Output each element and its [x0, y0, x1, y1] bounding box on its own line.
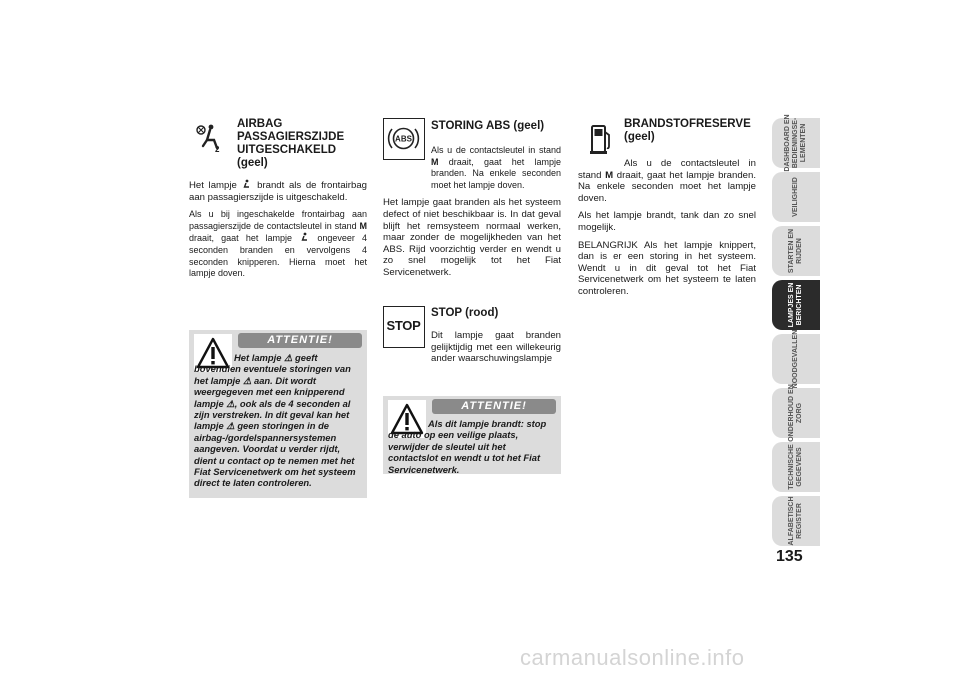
abs-text: Als u de contactsleutel in stand M draait, gaat het lampje branden. Na enkele seconden moet het lampje doven. Het lampje gaat branden als het systeem defect of niet beschikbaar is. In dat geval blijft het remsysteem normaal werken, maar zonder de mogelijkheden van het ABS. Rijd voorzichtig verder en wendt u zo snel mogelijk tot het Fiat Servicenetwerk.	[383, 145, 561, 278]
airbag-inline-icon	[241, 179, 252, 189]
stop-heading: STOP (rood)	[431, 307, 499, 319]
svg-text:2: 2	[215, 145, 220, 154]
airbag-heading: AIRBAG PASSAGIERSZIJDE UITGESCHAKELD (geel)	[237, 118, 345, 169]
tab-technische[interactable]: TECHNISCHE GEGEVENS	[772, 442, 820, 492]
tab-dashboard[interactable]: DASHBOARD EN BEDIENINGSE-LEMENTEN	[772, 118, 820, 168]
warning-title: ATTENTIE!	[238, 333, 362, 348]
stop-warning-text: Als dit lampje brandt: stop de auto op een veilige plaats, verwijder de sleutel uit het contactslot en wendt u tot het Fiat Servicenetwerk.	[388, 418, 547, 475]
warning-title: ATTENTIE!	[432, 399, 556, 414]
airbag-text: Het lampje brandt als de frontairbag aan passagierszijde is uitgeschakeld. Als u bij ingeschakelde frontairbag aan passagierszijde de contactsleutel in stand M draait, gaat het lampje ongeveer 4 seconden branden en vervolgens 4 seconden knipperen. Hierna moet het lampje doven.	[189, 180, 368, 279]
watermark: carmanualsonline.info	[520, 645, 745, 670]
fuel-pump-icon	[578, 118, 620, 160]
airbag-warning-text: Het lampje ⚠ geeft bovendien eventuele storingen van het lampje ⚠ aan. Dit wordt weergegeven met een knipperend lampje ⚠, ook als de 4 seconden al zijn verstreken. In dit geval kan het lampje ⚠ geen storingen in de airbag-/gordelspannersystemen aangeven. Voordat u verder rijdt, dient u contact op te nemen met het Fiat Servicenetwerk om het systeem direct te laten controleren.	[194, 352, 356, 489]
tab-veiligheid[interactable]: VEILIGHEID	[772, 172, 820, 222]
stop-icon: STOP	[383, 306, 425, 348]
stop-warning-box	[383, 396, 561, 474]
airbag-inline-icon	[299, 232, 310, 242]
tab-onderhoud[interactable]: ONDERHOUD EN ZORG	[772, 388, 820, 438]
tab-starten[interactable]: STARTEN EN RIJDEN	[772, 226, 820, 276]
page-number: 135	[776, 548, 803, 565]
fuel-heading: BRANDSTOFRESERVE (geel)	[624, 118, 751, 143]
tab-lampjes[interactable]: LAMPJES EN BERICHTEN	[772, 280, 820, 330]
abs-heading: STORING ABS (geel)	[431, 120, 545, 132]
airbag-warning-icon	[189, 118, 231, 160]
tab-register[interactable]: ALFABETISCH REGISTER	[772, 496, 820, 546]
airbag-warning-box	[189, 330, 367, 498]
svg-text:ABS: ABS	[395, 134, 412, 144]
tab-noodgevallen[interactable]: NOODGEVALLEN	[772, 334, 820, 384]
stop-text: Dit lampje gaat branden gelijktijdig met een willekeurig ander waarschuwingslampje	[431, 330, 561, 365]
fuel-text: Als u de contactsleutel in stand M draait, gaat het lampje branden. Na enkele seconden moet het lampje doven. Als het lampje brandt, tank dan zo snel mogelijk. BELANGRIJK Als het lampje knippert, dan is er een storing in het systeem. Wendt u in dit geval tot het Fiat Servicenetwerk om het systeem te laten controleren.	[578, 158, 756, 297]
